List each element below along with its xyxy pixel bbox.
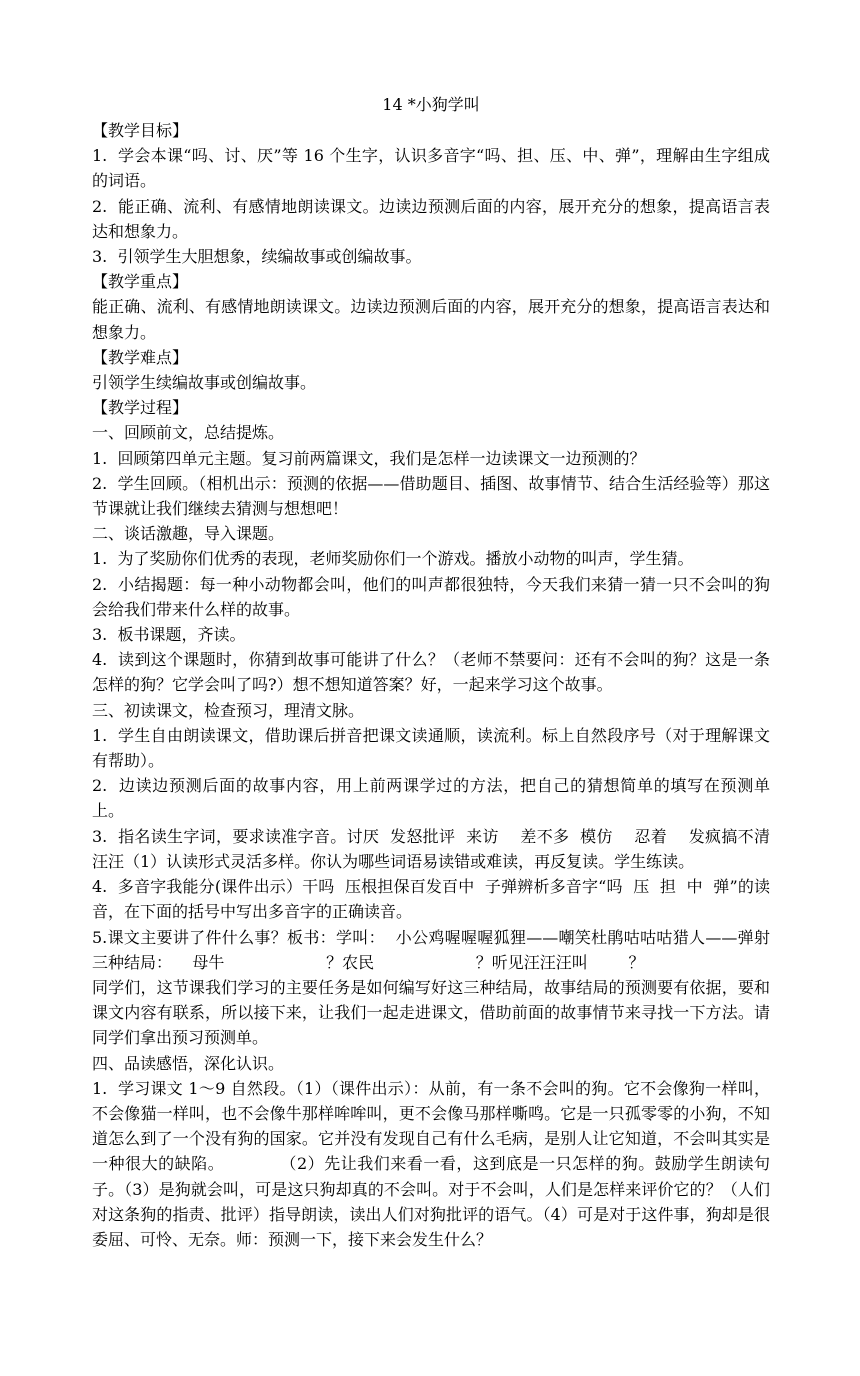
objective-2: 2. 能正确、流利、有感情地朗读课文。边读边预测后面的内容，展开充分的想象，提高语言表达和想象力。 [92, 196, 770, 241]
heading-key-points: 【教学重点】 [92, 272, 189, 292]
section-2-item-3: 3. 板书课题，齐读。 [92, 625, 246, 645]
document-title: 14 *小狗学叫 [382, 95, 480, 114]
section-1-heading: 一、回顾前文，总结提炼。 [92, 423, 285, 443]
objective-1: 1. 学会本课“吗、讨、厌”等 16 个生字，认识多音字“吗、担、压、中、弹”，理解由生字组成的词语。 [92, 146, 770, 191]
section-3-item-4: 4. 多音字我能分(课件出示）干吗 压根担保百发百中 子弹辨析多音字“吗 压 担 中 弹”的读音，在下面的括号中写出多音字的正确读音。 [92, 877, 770, 922]
section-3-item-2: 2. 边读边预测后面的故事内容，用上前两课学过的方法，把自己的猜想简单的填写在预测单上。 [92, 776, 770, 821]
section-2-item-2: 2. 小结揭题：每一种小动物都会叫，他们的叫声都很独特，今天我们来猜一猜一只不会叫的狗会给我们带来什么样的故事。 [92, 574, 770, 619]
section-1-item-2: 2. 学生回顾。（相机出示：预测的依据——借助题目、插图、故事情节、结合生活经验等）那这节课就让我们继续去猜测与想想吧！ [92, 473, 770, 519]
document-page [92, 92, 791, 1252]
objective-3: 3. 引领学生大胆想象，续编故事或创编故事。 [92, 247, 422, 267]
section-2-item-4: 4. 读到这个课题时，你猜到故事可能讲了什么？（老师不禁要问：还有不会叫的狗？这是一条怎样的狗？它学会叫了吗?）想不想知道答案？好，一起来学习这个故事。 [92, 650, 770, 695]
section-1-item-1: 1. 回顾第四单元主题。复习前两篇课文，我们是怎样一边读课文一边预测的？ [92, 448, 646, 468]
section-3-summary: 同学们，这节课我们学习的主要任务是如何编写好这三种结局，故事结局的预测要有依据，要和课文内容有联系，所以接下来，让我们一起走进课文，借助前面的故事情节来寻找一下方法。请同学们拿出预习预测单。 [92, 977, 770, 1048]
section-3-item-1: 1. 学生自由朗读课文，借助课后拼音把课文读通顺，读流利。标上自然段序号（对于理解课文有帮助）。 [92, 725, 770, 771]
heading-process: 【教学过程】 [92, 398, 189, 418]
heading-objectives: 【教学目标】 [92, 121, 189, 140]
heading-difficulties: 【教学难点】 [92, 347, 189, 367]
document-body [92, 118, 791, 1252]
section-2-item-1: 1. 为了奖励你们优秀的表现，老师奖励你们一个游戏。播放小动物的叫声，学生猜。 [92, 549, 694, 569]
key-points-text: 能正确、流利、有感情地朗读课文。边读边预测后面的内容，展开充分的想象，提高语言表达和想象力。 [92, 297, 770, 342]
section-3-item-3: 3. 指名读生字词，要求读准字音。讨厌 发怒批评 来访 差不多 模仿 忍着 发疯搞不清 汪汪（1）认读形式灵活多样。你认为哪些词语易读错或难读，再反复读。学生练读。 [92, 826, 791, 871]
difficulties-text: 引领学生续编故事或创编故事。 [92, 373, 317, 393]
section-4-item-1: 1. 学习课文 1～9 自然段。（1）（课件出示）：从前，有一条不会叫的狗。它不会像狗一样叫，不会像猫一样叫，也不会像牛那样哞哞叫，更不会像马那样嘶鸣。它是一只孤零零的小狗，不知道怎么到了一个没有狗的国家。它并没有发现自己有什么毛病，是别人让它知道，不会叫其实是一种很大的缺陷。 （2）先让我们来看一看，这到底是一只怎样的狗。鼓励学生朗读句子。（3）是狗就会叫，可是这只狗却真的不会叫。对于不会叫，人们是怎样来评价它的？（人们对这条狗的指责、批评）指导朗读，读出人们对狗批评的语气。（4）可是对于这件事，狗却是很委屈、可怜、无奈。师：预测一下，接下来会发生什么？ [92, 1078, 770, 1249]
section-2-heading: 二、谈话激趣，导入课题。 [92, 524, 285, 544]
section-3-heading: 三、初读课文，检查预习，理清文脉。 [92, 700, 365, 720]
section-3-item-5: 5.课文主要讲了件什么事？板书：学叫： 小公鸡喔喔喔狐狸——嘲笑杜鹃咕咕咕猎人——弹射三种结局： 母牛 ？农民 ？听见汪汪汪叫 ？ [92, 927, 770, 972]
section-4-heading: 四、品读感悟，深化认识。 [92, 1053, 285, 1073]
